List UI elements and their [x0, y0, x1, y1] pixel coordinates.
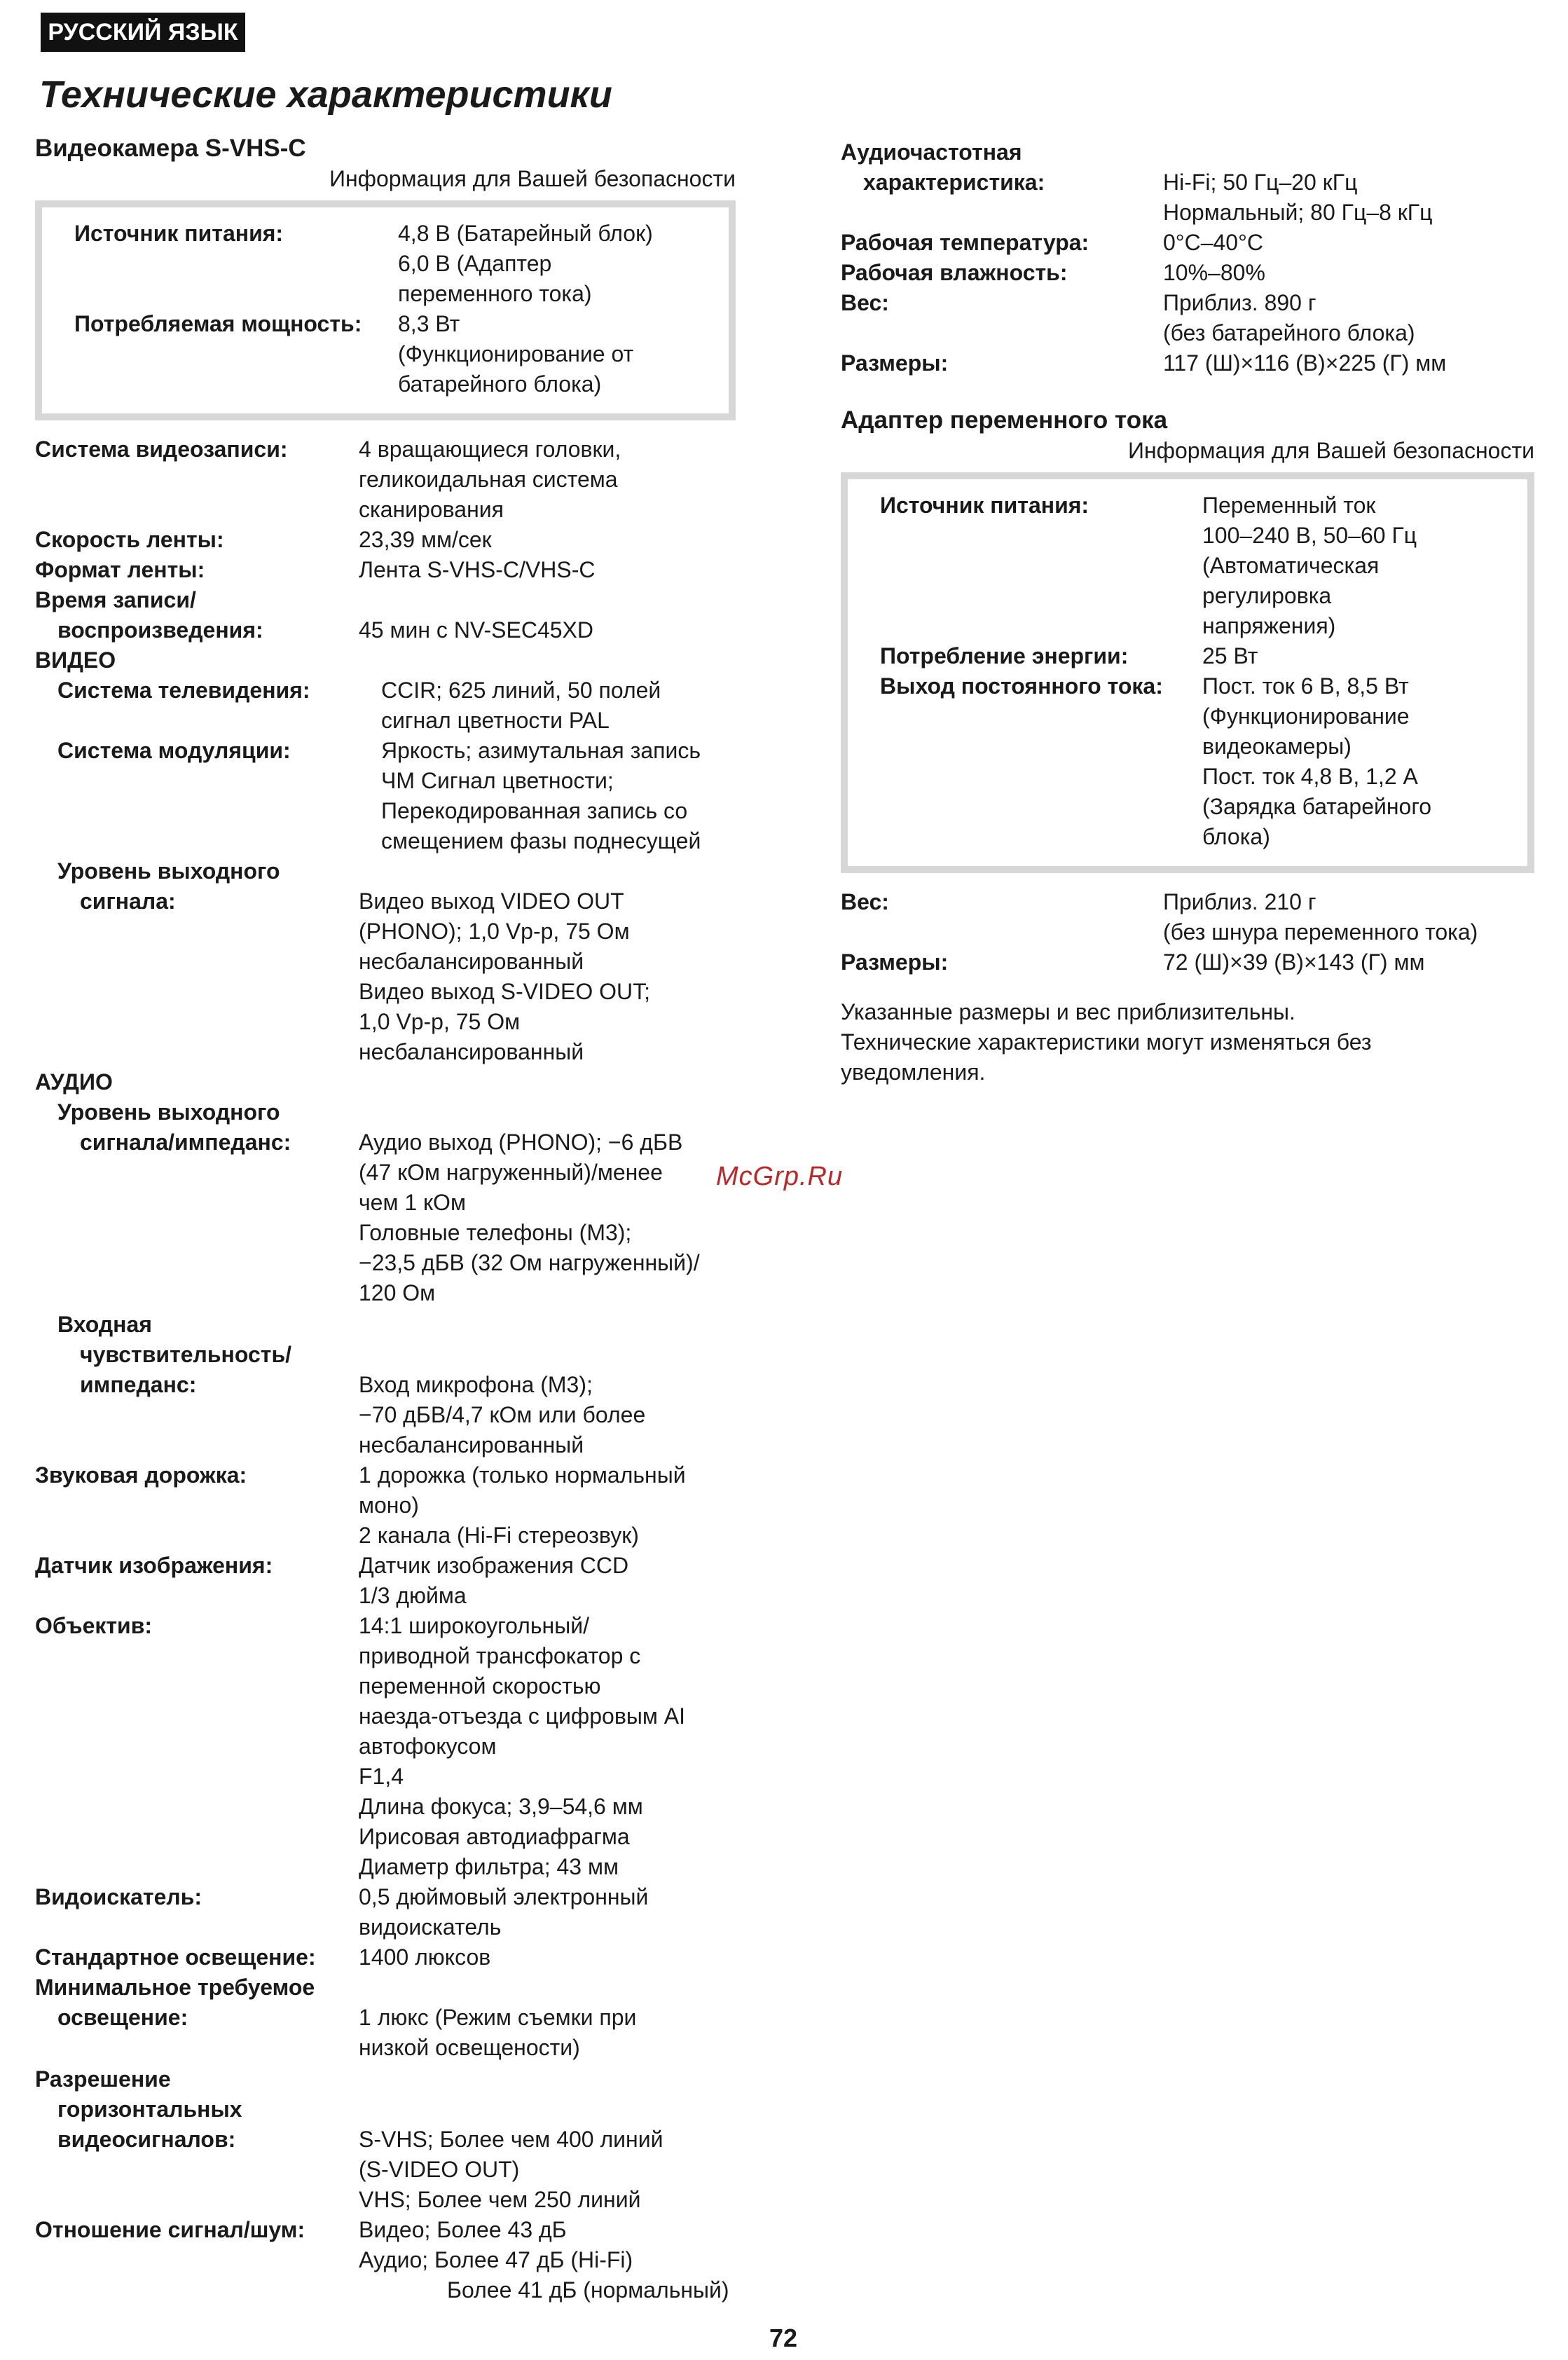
camera-spec-list-continued	[841, 137, 1534, 378]
spec-label: Вес:	[841, 290, 889, 315]
spec-row	[35, 736, 736, 856]
spec-row	[35, 2215, 736, 2305]
camera-safety-caption: Информация для Вашей безопасности	[329, 166, 736, 191]
language-badge: РУССКИЙ ЯЗЫК	[41, 13, 245, 52]
page-title: Технические характеристики	[39, 74, 612, 116]
spec-value: Видео; Более 43 дБ Аудио; Более 47 дБ (Hi-Fi) Более 41 дБ (нормальный)	[359, 2217, 729, 2303]
spec-label: Отношение сигнал/шум:	[35, 2217, 305, 2242]
spec-value: Вход микрофона (M3); −70 дБВ/4,7 кОм или более несбалансированный	[359, 1372, 646, 1457]
spec-value: 1400 люксов	[359, 1944, 491, 1970]
page-number: 72	[769, 2324, 798, 2352]
spec-row	[35, 525, 736, 555]
spec-value: Датчик изображения CCD 1/3 дюйма	[359, 1553, 629, 1608]
spec-row	[35, 1973, 736, 2063]
left-column	[35, 133, 736, 2305]
spec-label: Видоискатель:	[35, 1884, 202, 1909]
adapter-dc-label: Выход постоянного тока:	[880, 673, 1163, 699]
spec-row	[841, 137, 1534, 228]
spec-row	[35, 2064, 736, 2215]
spec-label: Формат ленты:	[35, 557, 205, 582]
spec-value: 0°C–40°C	[1163, 230, 1263, 255]
spec-label: Система видеозаписи:	[35, 437, 288, 462]
spec-value: 0,5 дюймовый электронный видоискатель	[359, 1884, 649, 1940]
watermark: McGrp.Ru	[716, 1162, 844, 1191]
adapter-consumption-label: Потребление энергии:	[880, 643, 1129, 668]
power-source-label: Источник питания:	[74, 221, 284, 246]
spec-label: Система модуляции:	[57, 738, 291, 763]
spec-value: 14:1 широкоугольный/ приводной трансфокатор с переменной скоростью наезда-отъезда с цифровым AI автофокусом F1,4 Длина фокуса; 3,9–54,6 мм Ирисовая автодиафрагма Диаметр фильтра; 43 мм	[359, 1613, 685, 1879]
spec-row	[841, 288, 1534, 348]
spec-row	[35, 585, 736, 645]
adapter-dc-value: Пост. ток 6 В, 8,5 Вт (Функционирование видеокамеры) Пост. ток 4,8 В, 1,2 А (Зарядка батарейного блока)	[1202, 673, 1432, 849]
spec-label: Разрешение горизонтальных видеосигналов:	[35, 2066, 242, 2152]
spec-label: Рабочая температура:	[841, 230, 1089, 255]
spec-label: Объектив:	[35, 1613, 153, 1638]
spec-label: Время записи/ воспроизведения:	[35, 587, 263, 643]
spec-label: Аудиочастотная характеристика:	[841, 139, 1045, 195]
spec-label: Система телевидения:	[57, 678, 310, 703]
spec-row	[35, 856, 736, 1067]
spec-value: 1 люкс (Режим съемки при низкой освещености)	[359, 2005, 637, 2060]
adapter-spec-list	[841, 887, 1534, 977]
audio-heading: АУДИО	[35, 1069, 113, 1095]
spec-value: Яркость; азимутальная запись ЧМ Сигнал цветности; Перекодированная запись со смещением фазы поднесущей	[381, 738, 701, 853]
power-source-value: 4,8 В (Батарейный блок) 6,0 В (Адаптер переменного тока)	[398, 221, 653, 306]
spec-row	[35, 434, 736, 525]
spec-value: 117 (Ш)×116 (В)×225 (Г) мм	[1163, 350, 1447, 376]
camera-spec-list	[35, 434, 736, 2305]
spec-value: Аудио выход (PHONO); −6 дБВ (47 кОм нагруженный)/менее чем 1 кОм Головные телефоны (M3); −23,5 дБВ (32 Ом нагруженный)/ 120 Ом	[359, 1130, 700, 1305]
spec-row	[35, 1942, 736, 1973]
disclaimer-note: Указанные размеры и вес приблизительны. Технические характеристики могут изменяться без уведомления.	[841, 999, 1372, 1085]
spec-row	[35, 1460, 736, 1551]
spec-label: Вес:	[841, 889, 889, 914]
power-consumption-value: 8,3 Вт (Функционирование от батарейного блока)	[398, 311, 634, 397]
adapter-section-title: Адаптер переменного тока	[841, 406, 1168, 434]
spec-label: Уровень выходного сигнала:	[57, 858, 280, 914]
adapter-power-row	[880, 490, 1512, 641]
spec-row	[35, 555, 736, 585]
spec-row	[841, 348, 1534, 378]
spec-row	[35, 675, 736, 736]
spec-value: Hi-Fi; 50 Гц–20 кГц Нормальный; 80 Гц–8 кГц	[1163, 170, 1433, 225]
spec-row	[35, 1310, 736, 1460]
adapter-power-value: Переменный ток 100–240 В, 50–60 Гц (Автоматическая регулировка напряжения)	[1202, 493, 1417, 638]
spec-label: Размеры:	[841, 350, 949, 376]
spec-label: Минимальное требуемое освещение:	[35, 1975, 315, 2030]
spec-value: 1 дорожка (только нормальный моно) 2 канала (Hi-Fi стереозвук)	[359, 1462, 686, 1548]
power-consumption-row	[74, 309, 713, 399]
spec-row	[841, 258, 1534, 288]
adapter-consumption-value: 25 Вт	[1202, 643, 1258, 668]
right-column	[841, 137, 1534, 1088]
adapter-safety-box	[841, 472, 1534, 873]
spec-label: Размеры:	[841, 949, 949, 975]
spec-value: Лента S-VHS-C/VHS-C	[359, 557, 596, 582]
spec-value: S-VHS; Более чем 400 линий (S-VIDEO OUT) VHS; Более чем 250 линий	[359, 2127, 663, 2212]
spec-label: Входная чувствительность/ импеданс:	[57, 1312, 292, 1397]
spec-row	[35, 1097, 736, 1308]
camera-safety-box	[35, 200, 736, 420]
spec-label: Стандартное освещение:	[35, 1944, 316, 1970]
spec-value: 45 мин с NV-SEC45XD	[359, 617, 593, 643]
spec-value: 23,39 мм/сек	[359, 527, 492, 552]
spec-row	[35, 1882, 736, 1942]
power-source-row	[74, 219, 713, 309]
video-heading: ВИДЕО	[35, 647, 116, 673]
spec-value: 10%–80%	[1163, 260, 1265, 285]
spec-value: Видео выход VIDEO OUT (PHONO); 1,0 Vp-p, 75 Ом несбалансированный Видео выход S-VIDEO OUT; 1,0 Vp-p, 75 Ом несбалансированный	[359, 889, 651, 1064]
adapter-power-label: Источник питания:	[880, 493, 1089, 518]
spec-label: Рабочая влажность:	[841, 260, 1068, 285]
spec-label: Датчик изображения:	[35, 1553, 273, 1578]
spec-label: Скорость ленты:	[35, 527, 224, 552]
spec-value: Приблиз. 210 г (без шнура переменного тока)	[1163, 889, 1478, 945]
spec-row	[35, 1551, 736, 1611]
spec-row	[35, 1611, 736, 1882]
spec-value: 4 вращающиеся головки, геликоидальная система сканирования	[359, 437, 621, 522]
spec-label: Уровень выходного сигнала/импеданс:	[57, 1099, 291, 1155]
camera-section-title: Видеокамера S-VHS-C	[35, 135, 306, 162]
adapter-safety-caption: Информация для Вашей безопасности	[1127, 438, 1534, 463]
adapter-consumption-row	[880, 641, 1512, 671]
spec-row	[841, 887, 1534, 947]
spec-label: Звуковая дорожка:	[35, 1462, 247, 1488]
spec-row	[841, 947, 1534, 977]
spec-value: Приблиз. 890 г (без батарейного блока)	[1163, 290, 1415, 345]
power-consumption-label: Потребляемая мощность:	[74, 311, 362, 336]
spec-row	[841, 228, 1534, 258]
spec-value: 72 (Ш)×39 (В)×143 (Г) мм	[1163, 949, 1425, 975]
spec-value: CCIR; 625 линий, 50 полей сигнал цветности PAL	[381, 678, 661, 733]
adapter-dc-row	[880, 671, 1512, 852]
